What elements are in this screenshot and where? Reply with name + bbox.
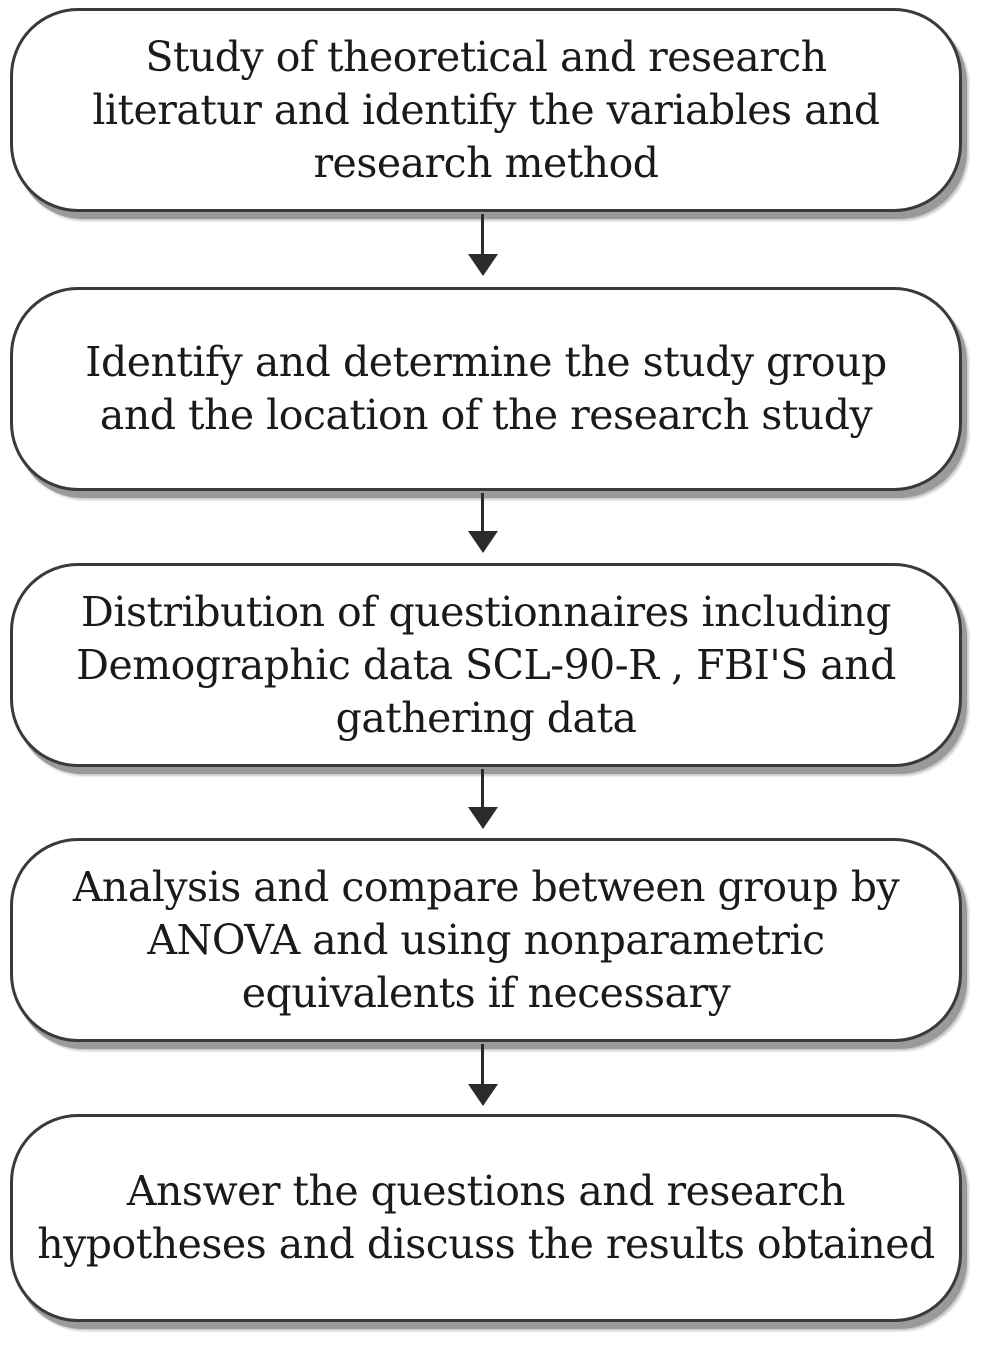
step-4-text — [73, 861, 899, 1020]
arrow-head — [468, 531, 498, 553]
arrow-shaft — [481, 769, 484, 809]
step-4-line-1: Analysis and compare between group by — [72, 862, 900, 911]
step-3-line-1: Distribution of questionnaires including — [80, 587, 891, 636]
step-5-line-2: hypotheses and discuss the results obtained — [37, 1220, 935, 1268]
step-3-line-3: gathering data — [335, 693, 637, 742]
arrow-down-icon — [468, 1044, 498, 1106]
step-1-line-2: literatur and identify the variables and — [92, 85, 880, 134]
step-3-text — [76, 586, 896, 745]
step-3-box — [10, 563, 962, 767]
step-5-line-1: Answer the questions and research — [126, 1167, 846, 1215]
step-2-line-1: Identify and determine the study group — [85, 338, 887, 386]
arrow-shaft — [481, 1044, 484, 1086]
step-5-box — [10, 1114, 962, 1322]
arrow-shaft — [481, 493, 484, 533]
step-1-line-1: Study of theoretical and research — [145, 32, 827, 81]
step-4-line-3: equivalents if necessary — [241, 968, 731, 1017]
step-1-line-3: research method — [313, 138, 659, 187]
step-2-line-2: and the location of the research study — [99, 391, 873, 439]
step-4-line-2: ANOVA and using nonparametric — [147, 915, 825, 964]
arrow-head — [468, 807, 498, 829]
arrow-down-icon — [468, 214, 498, 276]
step-4-box — [10, 838, 962, 1042]
step-1-box — [10, 8, 962, 212]
arrow-down-icon — [468, 769, 498, 829]
arrow-head — [468, 254, 498, 276]
step-2-text — [85, 336, 886, 442]
step-1-text — [92, 31, 879, 190]
step-3-line-2: Demographic data SCL-90-R , FBI'S and — [76, 640, 896, 689]
arrow-down-icon — [468, 493, 498, 553]
step-5-text — [37, 1165, 935, 1271]
arrow-shaft — [481, 214, 484, 256]
arrow-head — [468, 1084, 498, 1106]
step-2-box — [10, 287, 962, 491]
